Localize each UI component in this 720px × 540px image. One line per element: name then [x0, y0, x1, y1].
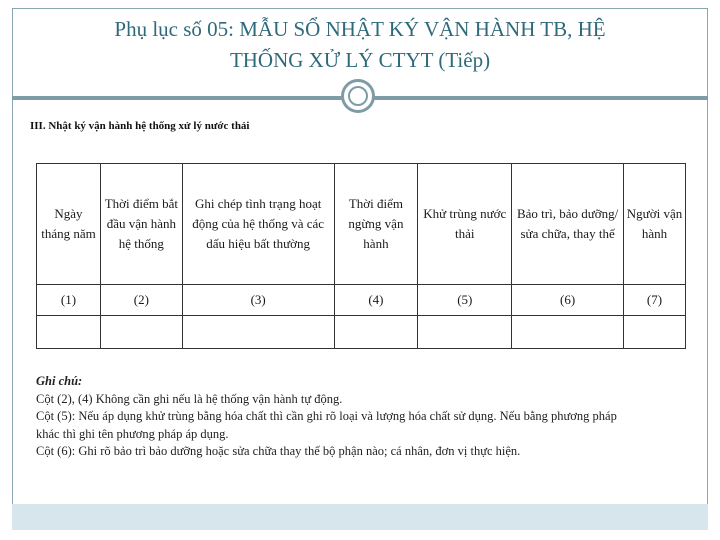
column-number-row [37, 285, 686, 316]
header-cell: Người vận hành [624, 164, 686, 285]
decorative-circle-icon [341, 79, 375, 113]
header-cell: Thời điểm bắt đầu vận hành hệ thống [100, 164, 182, 285]
title-line-1: Phụ lục số 05: MẪU SỔ NHẬT KÝ VẬN HÀNH TB, HỆ [114, 17, 606, 41]
notes-title: Ghi chú: [36, 374, 83, 388]
header-cell: Ngày tháng năm [37, 164, 101, 285]
table-cell[interactable] [418, 316, 512, 349]
table-row [37, 316, 686, 349]
column-number-cell: (5) [418, 285, 512, 316]
column-number-cell: (3) [182, 285, 334, 316]
table-cell[interactable] [334, 316, 418, 349]
column-number-cell: (7) [624, 285, 686, 316]
operation-log-table [36, 163, 686, 349]
header-cell: Bảo trì, bảo dưỡng/ sửa chữa, thay thế [512, 164, 624, 285]
column-number-cell: (2) [100, 285, 182, 316]
table-cell[interactable] [37, 316, 101, 349]
notes-block [36, 373, 636, 461]
title-line-2: THỐNG XỬ LÝ CTYT (Tiếp) [229, 48, 491, 72]
header-cell: Khử trùng nước thải [418, 164, 512, 285]
page-title [12, 14, 708, 76]
table-cell[interactable] [182, 316, 334, 349]
footer-band [12, 504, 708, 530]
column-number-cell: (1) [37, 285, 101, 316]
note-line: Cột (6): Ghi rõ bảo trì bảo dưỡng hoặc sửa chữa thay thế bộ phận nào; cá nhân, đơn vị thực hiện. [36, 444, 521, 458]
table-header-row [37, 164, 686, 285]
column-number-cell: (4) [334, 285, 418, 316]
note-line: Cột (5): Nếu áp dụng khử trùng bằng hóa chất thì cần ghi rõ loại và lượng hóa chất sử dụng. Nếu bằng phương pháp khác thì ghi tên phương pháp áp dụng. [36, 409, 617, 441]
table-cell[interactable] [624, 316, 686, 349]
header-cell: Ghi chép tình trạng hoạt động của hệ thống và các dấu hiệu bất thường [182, 164, 334, 285]
table-cell[interactable] [512, 316, 624, 349]
section-title: III. Nhật ký vận hành hệ thống xử lý nước thải [30, 120, 250, 132]
header-cell: Thời điểm ngừng vận hành [334, 164, 418, 285]
note-line: Cột (2), (4) Không cần ghi nếu là hệ thống vận hành tự động. [36, 391, 343, 406]
table-cell[interactable] [100, 316, 182, 349]
column-number-cell: (6) [512, 285, 624, 316]
